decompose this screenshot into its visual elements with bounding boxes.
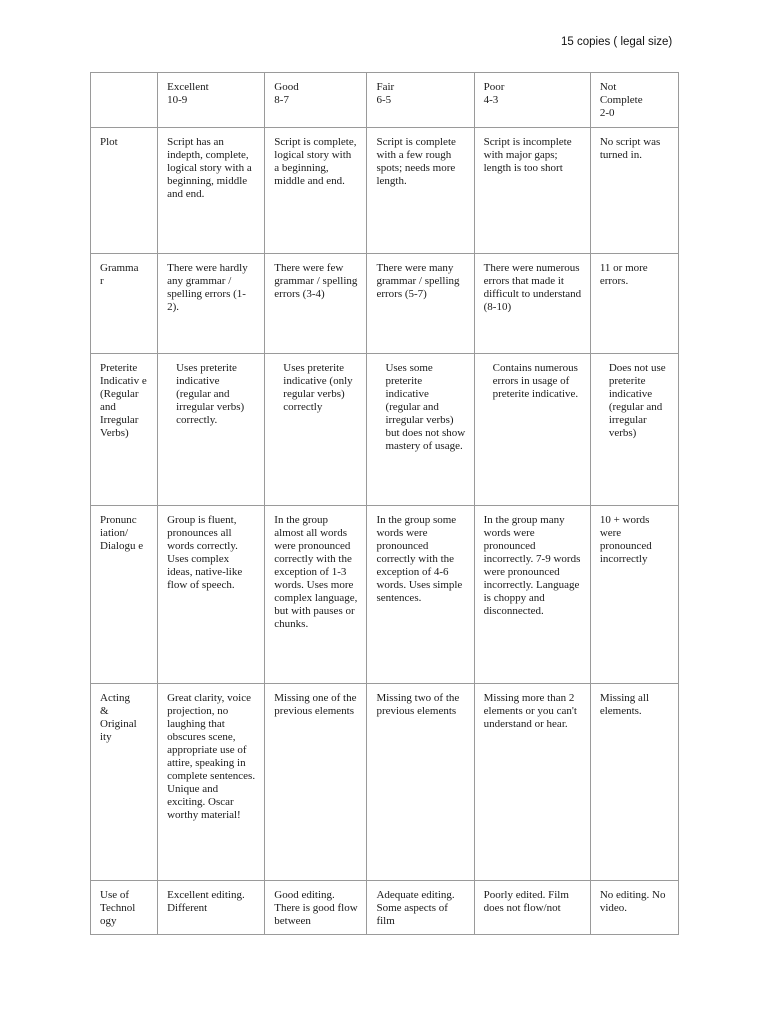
row-pronunciation — [91, 506, 679, 684]
row-plot — [91, 128, 679, 254]
table-cell: Script is complete with a few rough spots; needs more length. — [367, 128, 474, 254]
table-cell: 11 or more errors. — [590, 254, 678, 354]
table-cell: No script was turned in. — [590, 128, 678, 254]
table-cell: Adequate editing. Some aspects of film — [367, 881, 474, 935]
row-label: Preterite Indicativ e (Regular and Irregular Verbs) — [91, 354, 158, 506]
header-note: 15 copies ( legal size) — [561, 36, 673, 48]
table-cell: In the group many words were pronounced incorrectly. 7-9 words were pronounced incorrectly. Language is choppy and disconnected. — [474, 506, 590, 684]
row-label: Gramma r — [91, 254, 158, 354]
table-cell: No editing. No video. — [590, 881, 678, 935]
row-label: Plot — [91, 128, 158, 254]
table-cell: Script is incomplete with major gaps; length is too short — [474, 128, 590, 254]
table-cell: There were numerous errors that made it difficult to understand (8-10) — [474, 254, 590, 354]
corner-cell — [91, 73, 158, 128]
table-cell: There were many grammar / spelling errors (5-7) — [367, 254, 474, 354]
rubric-table — [90, 72, 679, 935]
table-cell: Contains numerous errors in usage of preterite indicative. — [474, 354, 590, 506]
table-cell: Uses preterite indicative (regular and irregular verbs) correctly. — [158, 354, 265, 506]
row-acting — [91, 684, 679, 881]
table-cell: Good editing. There is good flow between — [265, 881, 367, 935]
table-cell: Missing two of the previous elements — [367, 684, 474, 881]
table-cell: Missing more than 2 elements or you can't understand or hear. — [474, 684, 590, 881]
column-header-poor: Poor 4-3 — [474, 73, 590, 128]
table-cell: Missing one of the previous elements — [265, 684, 367, 881]
table-cell: There were few grammar / spelling errors (3-4) — [265, 254, 367, 354]
row-preterite — [91, 354, 679, 506]
table-cell: There were hardly any grammar / spelling errors (1-2). — [158, 254, 265, 354]
table-cell: Uses preterite indicative (only regular verbs) correctly — [265, 354, 367, 506]
table-cell: 10 + words were pronounced incorrectly — [590, 506, 678, 684]
row-label: Acting & Original ity — [91, 684, 158, 881]
header-row — [91, 73, 679, 128]
table-cell: Missing all elements. — [590, 684, 678, 881]
column-header-excellent: Excellent 10-9 — [158, 73, 265, 128]
table-cell: In the group some words were pronounced correctly with the exception of 4-6 words. Uses simple sentences. — [367, 506, 474, 684]
table-cell: Poorly edited. Film does not flow/not — [474, 881, 590, 935]
row-label: Use of Technol ogy — [91, 881, 158, 935]
column-header-good: Good 8-7 — [265, 73, 367, 128]
table-cell: Script has an indepth, complete, logical story with a beginning, middle and end. — [158, 128, 265, 254]
table-cell: Uses some preterite indicative (regular and irregular verbs) but does not show mastery of usage. — [367, 354, 474, 506]
table-cell: Great clarity, voice projection, no laughing that obscures scene, appropriate use of attire, speaking in complete sentences. Unique and exciting. Oscar worthy material! — [158, 684, 265, 881]
row-grammar — [91, 254, 679, 354]
row-label: Pronunc iation/ Dialogu e — [91, 506, 158, 684]
column-header-not-complete: Not Complete 2-0 — [590, 73, 678, 128]
table-cell: Script is complete, logical story with a beginning, middle and end. — [265, 128, 367, 254]
table-cell: In the group almost all words were pronounced correctly with the exception of 1-3 words. Uses more complex language, but with pauses or chunks. — [265, 506, 367, 684]
table-cell: Excellent editing. Different — [158, 881, 265, 935]
table-cell: Group is fluent, pronounces all words correctly. Uses complex ideas, native-like flow of speech. — [158, 506, 265, 684]
table-cell: Does not use preterite indicative (regular and irregular verbs) — [590, 354, 678, 506]
column-header-fair: Fair 6-5 — [367, 73, 474, 128]
row-technology — [91, 881, 679, 935]
